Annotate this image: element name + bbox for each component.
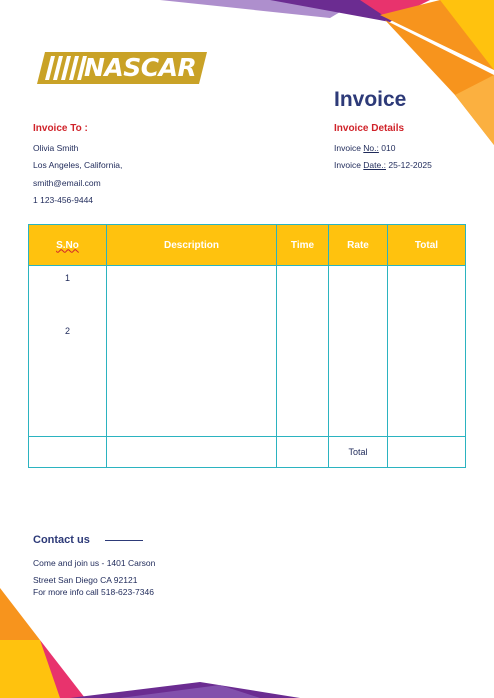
column-header-time: Time [277,225,329,266]
client-email[interactable]: smith@email.com [33,178,101,188]
invoice-date-line [334,160,432,170]
contact-address-line-2: Street San Diego CA 92121 [33,575,138,585]
sno-cell[interactable] [29,266,107,437]
table-total-row [29,437,466,468]
total-row-empty-2 [107,437,277,468]
column-header-total: Total [388,225,466,266]
contact-address-line-1: Come and join us - 1401 Carson [33,558,156,568]
row-1-sno: 1 [64,273,70,283]
column-header-sno [29,225,107,266]
grand-total-value[interactable] [388,437,466,468]
column-header-rate: Rate [329,225,388,266]
invoice-details-heading: Invoice Details [334,123,405,134]
description-cell[interactable] [107,266,277,437]
row-2-sno: 2 [64,326,70,336]
invoice-number-value: 010 [381,143,396,153]
rate-cell[interactable] [329,266,388,437]
total-row-empty-1 [29,437,107,468]
total-cell[interactable] [388,266,466,437]
page-title: Invoice [334,88,407,111]
column-header-description: Description [107,225,277,266]
contact-phone-line: For more info call 518-623-7346 [33,587,154,597]
time-cell[interactable] [277,266,329,437]
client-name: Olivia Smith [33,143,79,153]
contact-divider [105,540,143,541]
invoice-date-label: Date.: [363,160,386,170]
invoice-date-label-prefix: Invoice [334,160,364,170]
invoice-number-line [334,143,395,153]
invoice-number-label-prefix: Invoice [334,143,364,153]
column-header-sno-label: S.No [56,239,79,251]
contact-heading: Contact us [33,534,90,546]
invoice-number-label: No.: [363,143,379,153]
logo-wordmark: NASCAR [84,53,197,82]
client-city: Los Angeles, California, [33,160,123,170]
invoice-date-value: 25-12-2025 [388,160,432,170]
client-phone: 1 123-456-9444 [33,195,94,205]
invoice-items-table [28,224,466,468]
invoice-to-heading: Invoice To : [33,123,88,134]
table-body-row [29,266,466,437]
table-header-row [29,225,466,266]
total-row-empty-3 [277,437,329,468]
grand-total-label: Total [329,437,388,468]
